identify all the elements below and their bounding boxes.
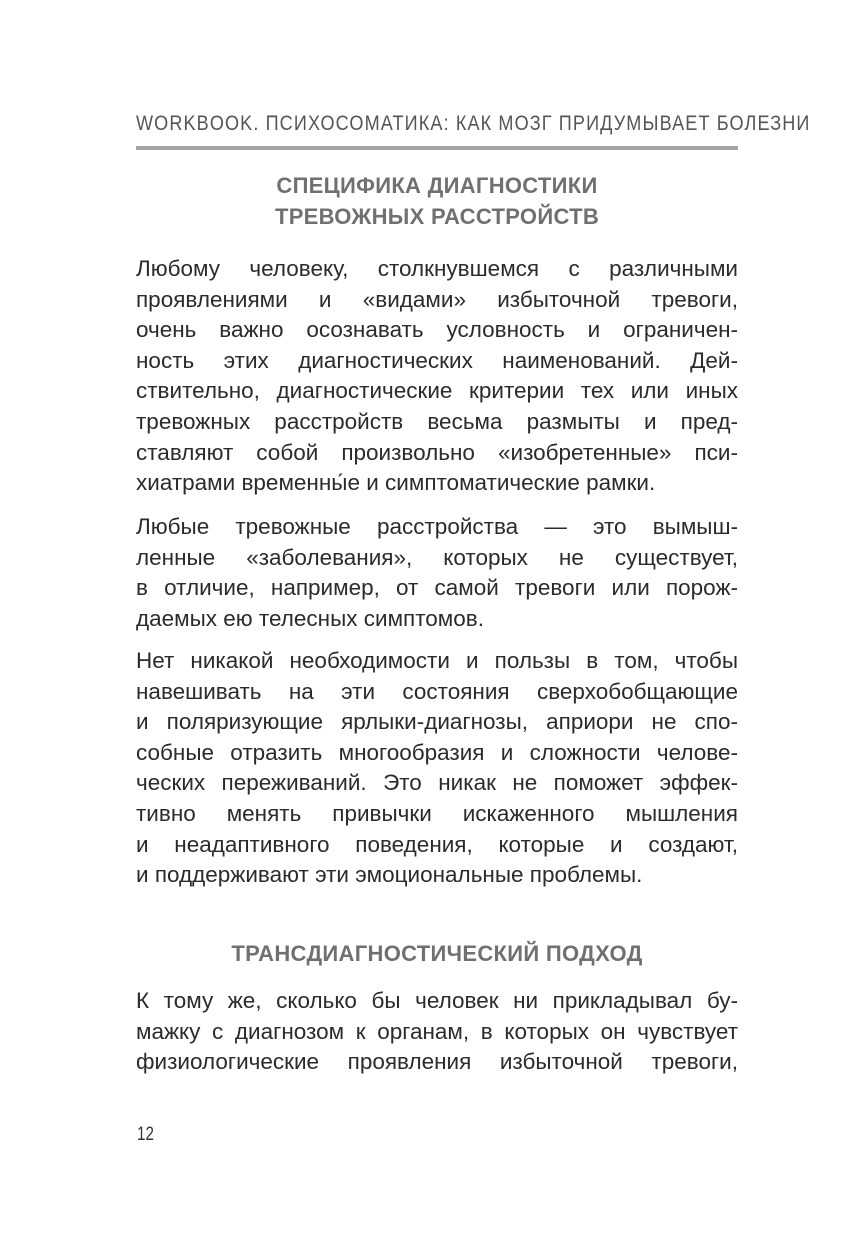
text-line: хиатрами временны́е и симптоматические рамки.: [136, 470, 656, 496]
text-line: мажку с диагнозом к органам, в которых он чувствует: [136, 1018, 738, 1044]
text-line: тивно менять привычки искаженного мышления: [136, 800, 738, 826]
text-line: Любому человеку, столкнувшемся с различными: [136, 256, 738, 281]
text-line: в отличие, например, от самой тревоги или порож-: [136, 575, 738, 601]
paragraph: [136, 986, 738, 1078]
page-number: 12: [137, 1124, 154, 1145]
text-line: тревожных расстройств весьма размыты и пред-: [136, 408, 738, 434]
section-title-line: ТРЕВОЖНЫХ РАССТРОЙСТВ: [274, 204, 600, 229]
text-line: ность этих диагностических наименований. Дей-: [136, 347, 738, 373]
text-line: К тому же, сколько бы человек ни прикладывал бу-: [136, 988, 738, 1013]
text-line: и поддерживают эти эмоциональные проблемы.: [136, 862, 643, 888]
text-line: проявлениями и «видами» избыточной тревоги,: [136, 286, 738, 312]
section-title: [136, 170, 738, 232]
text-line: ленные «заболевания», которых не существует,: [136, 544, 738, 570]
section-title-line: СПЕЦИФИКА ДИАГНОСТИКИ: [276, 173, 598, 198]
text-line: Любые тревожные расстройства — это вымыш-: [136, 514, 738, 539]
text-line: ставляют собой произвольно «изобретенные» пси-: [136, 439, 738, 465]
running-header: WORKBOOK. ПСИХОСОМАТИКА: КАК МОЗГ ПРИДУМЫВАЕТ БОЛЕЗНИ: [136, 112, 811, 135]
paragraph: [136, 512, 738, 634]
text-line: даемых ею телесных симптомов.: [136, 605, 484, 631]
text-line: физиологические проявления избыточной тревоги,: [136, 1049, 738, 1075]
paragraph: [136, 646, 738, 891]
paragraph: [136, 254, 738, 499]
header-divider: [136, 146, 738, 150]
text-line: навешивать на эти состояния сверхобобщающие: [136, 678, 738, 704]
text-line: очень важно осознавать условность и ограничен-: [136, 317, 738, 343]
text-line: и поляризующие ярлыки-диагнозы, априори не спо-: [136, 709, 738, 735]
text-line: ческих переживаний. Это никак не поможет эффек-: [136, 770, 738, 796]
text-line: и неадаптивного поведения, которые и создают,: [136, 831, 738, 857]
section-title: ТРАНСДИАГНОСТИЧЕСКИЙ ПОДХОД: [231, 941, 643, 966]
text-line: Нет никакой необходимости и пользы в том, чтобы: [136, 648, 738, 673]
text-line: ствительно, диагностические критерии тех или иных: [136, 378, 738, 404]
text-line: собные отразить многообразия и сложности челове-: [136, 739, 738, 765]
